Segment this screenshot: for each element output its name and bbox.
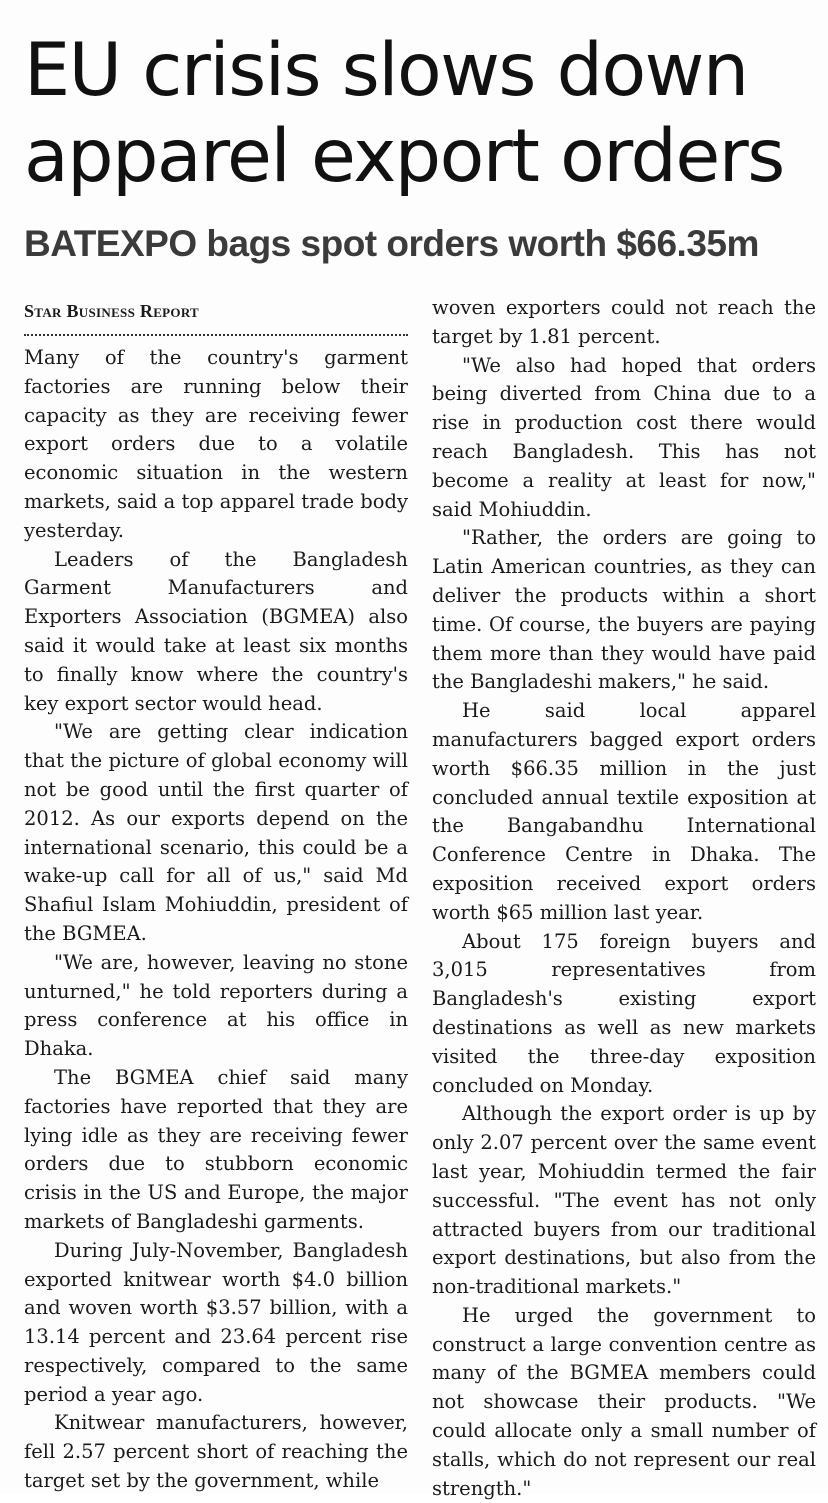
article-headline: EU crisis slows down apparel export orders bbox=[24, 28, 784, 199]
paragraph: He urged the government to construct a large convention centre as many of the BGMEA members could not showcase their products. "We could allocate only a small number of stalls, which do not represent our real strength." bbox=[432, 1303, 816, 1500]
byline-dotted-rule bbox=[24, 334, 408, 336]
article-column-left bbox=[24, 294, 408, 1496]
paragraph: He said local apparel manufacturers bagged export orders worth $66.35 million in the just concluded annual textile exposition at the Bangabandhu International Conference Centre in Dhaka. The exposition received export orders worth $65 million last year. bbox=[432, 699, 816, 924]
paragraph: Although the export order is up by only 2.07 percent over the same event last year, Mohiuddin termed the fair successful. "The event has not only attracted buyers from our traditional export destinations, but also from the non-traditional markets." bbox=[432, 1102, 816, 1299]
byline: Star Business Report bbox=[24, 301, 200, 321]
paragraph: Knitwear manufacturers, however, fell 2.57 percent short of reaching the target set by the government, while bbox=[24, 1411, 408, 1493]
paragraph: The BGMEA chief said many factories have reported that they are lying idle as they are receiving fewer orders due to stubborn economic crisis in the US and Europe, the major markets of Bangladeshi garments. bbox=[24, 1065, 408, 1233]
paragraph: "We are getting clear indication that the picture of global economy will not be good until the first quarter of 2012. As our exports depend on the international scenario, this could be a wake-up call for all of us," said Md Shafiul Islam Mohiuddin, president of the BGMEA. bbox=[24, 720, 408, 945]
paragraph: "We are, however, leaving no stone unturned," he told reporters during a press conference at his office in Dhaka. bbox=[24, 950, 408, 1061]
paragraph: Leaders of the Bangladesh Garment Manufacturers and Exporters Association (BGMEA) also said it would take at least six months to finally know where the country's key export sector would head. bbox=[24, 547, 408, 715]
paragraph: "Rather, the orders are going to Latin American countries, as they can deliver the products within a short time. Of course, the buyers are paying them more than they would have paid the Bangladeshi makers," he said. bbox=[432, 526, 816, 694]
article-subheadline: BATEXPO bags spot orders worth $66.35m bbox=[24, 223, 759, 264]
paragraph: "We also had hoped that orders being diverted from China due to a rise in production cost there would reach Bangladesh. This has not become a reality at least for now," said Mohiuddin. bbox=[432, 353, 816, 521]
article-column-right bbox=[432, 294, 816, 1503]
paragraph: woven exporters could not reach the target by 1.81 percent. bbox=[432, 296, 816, 348]
paragraph: During July-November, Bangladesh exported knitwear worth $4.0 billion and woven worth $3.57 billion, with a 13.14 percent and 23.64 percent rise respectively, compared to the same period a year ago. bbox=[24, 1238, 408, 1406]
paragraph: About 175 foreign buyers and 3,015 representatives from Bangladesh's existing export destinations as well as new markets visited the three-day exposition concluded on Monday. bbox=[432, 929, 816, 1097]
paragraph: Many of the country's garment factories are running below their capacity as they are receiving fewer export orders due to a volatile economic situation in the western markets, said a top apparel trade body yesterday. bbox=[24, 346, 408, 542]
